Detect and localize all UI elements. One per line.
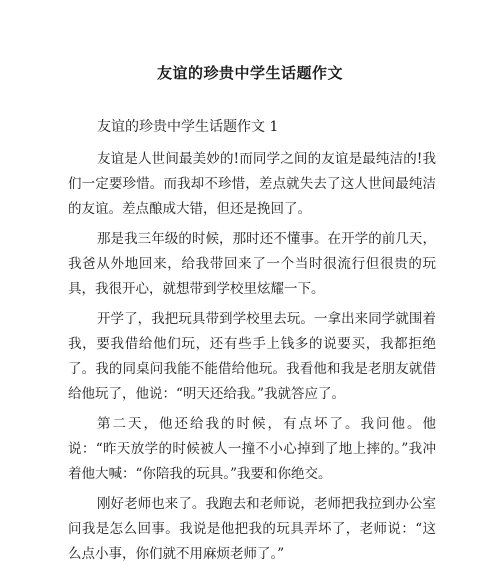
article-body [68,117,436,572]
paragraph: 友谊是人世间最美妙的!而同学之间的友谊是最纯洁的!我们一定要珍惜。而我却不珍惜，差点就失去了这人世间最纯洁的友谊。差点酿成大错，但还是挽回了。 [68,151,436,217]
article-subtitle: 友谊的珍贵中学生话题作文 1 [97,119,279,135]
paragraph: 开学了，我把玩具带到学校里去玩。一拿出来同学就围着我，要我借给他们玩，还有些手上钱多的说要买，我都拒绝了。我的同桌问我能不能借给他玩。我看他和我是老朋友就借给他玩了，他说：“明天还给我。”我就答应了。 [68,311,436,402]
paragraph: 刚好老师也来了。我跑去和老师说，老师把我拉到办公室问我是怎么回事。我说是他把我的玩具弄坏了，老师说：“这么点小事，你们就不用麻烦老师了。” [68,496,436,562]
paragraph: 第二天，他还给我的时候，有点坏了。我问他。他说：“昨天放学的时候被人一撞不小心掉到了地上摔的。”我冲着他大喊：“你陪我的玩具。”我要和你绝交。 [68,416,436,482]
paragraph: 那是我三年级的时候，那时还不懂事。在开学的前几天，我爸从外地回来，给我带回来了一个当时很流行但很贵的玩具，我很开心，就想带到学校里炫耀一下。 [68,231,436,297]
document-title: 友谊的珍贵中学生话题作文 [156,64,343,82]
